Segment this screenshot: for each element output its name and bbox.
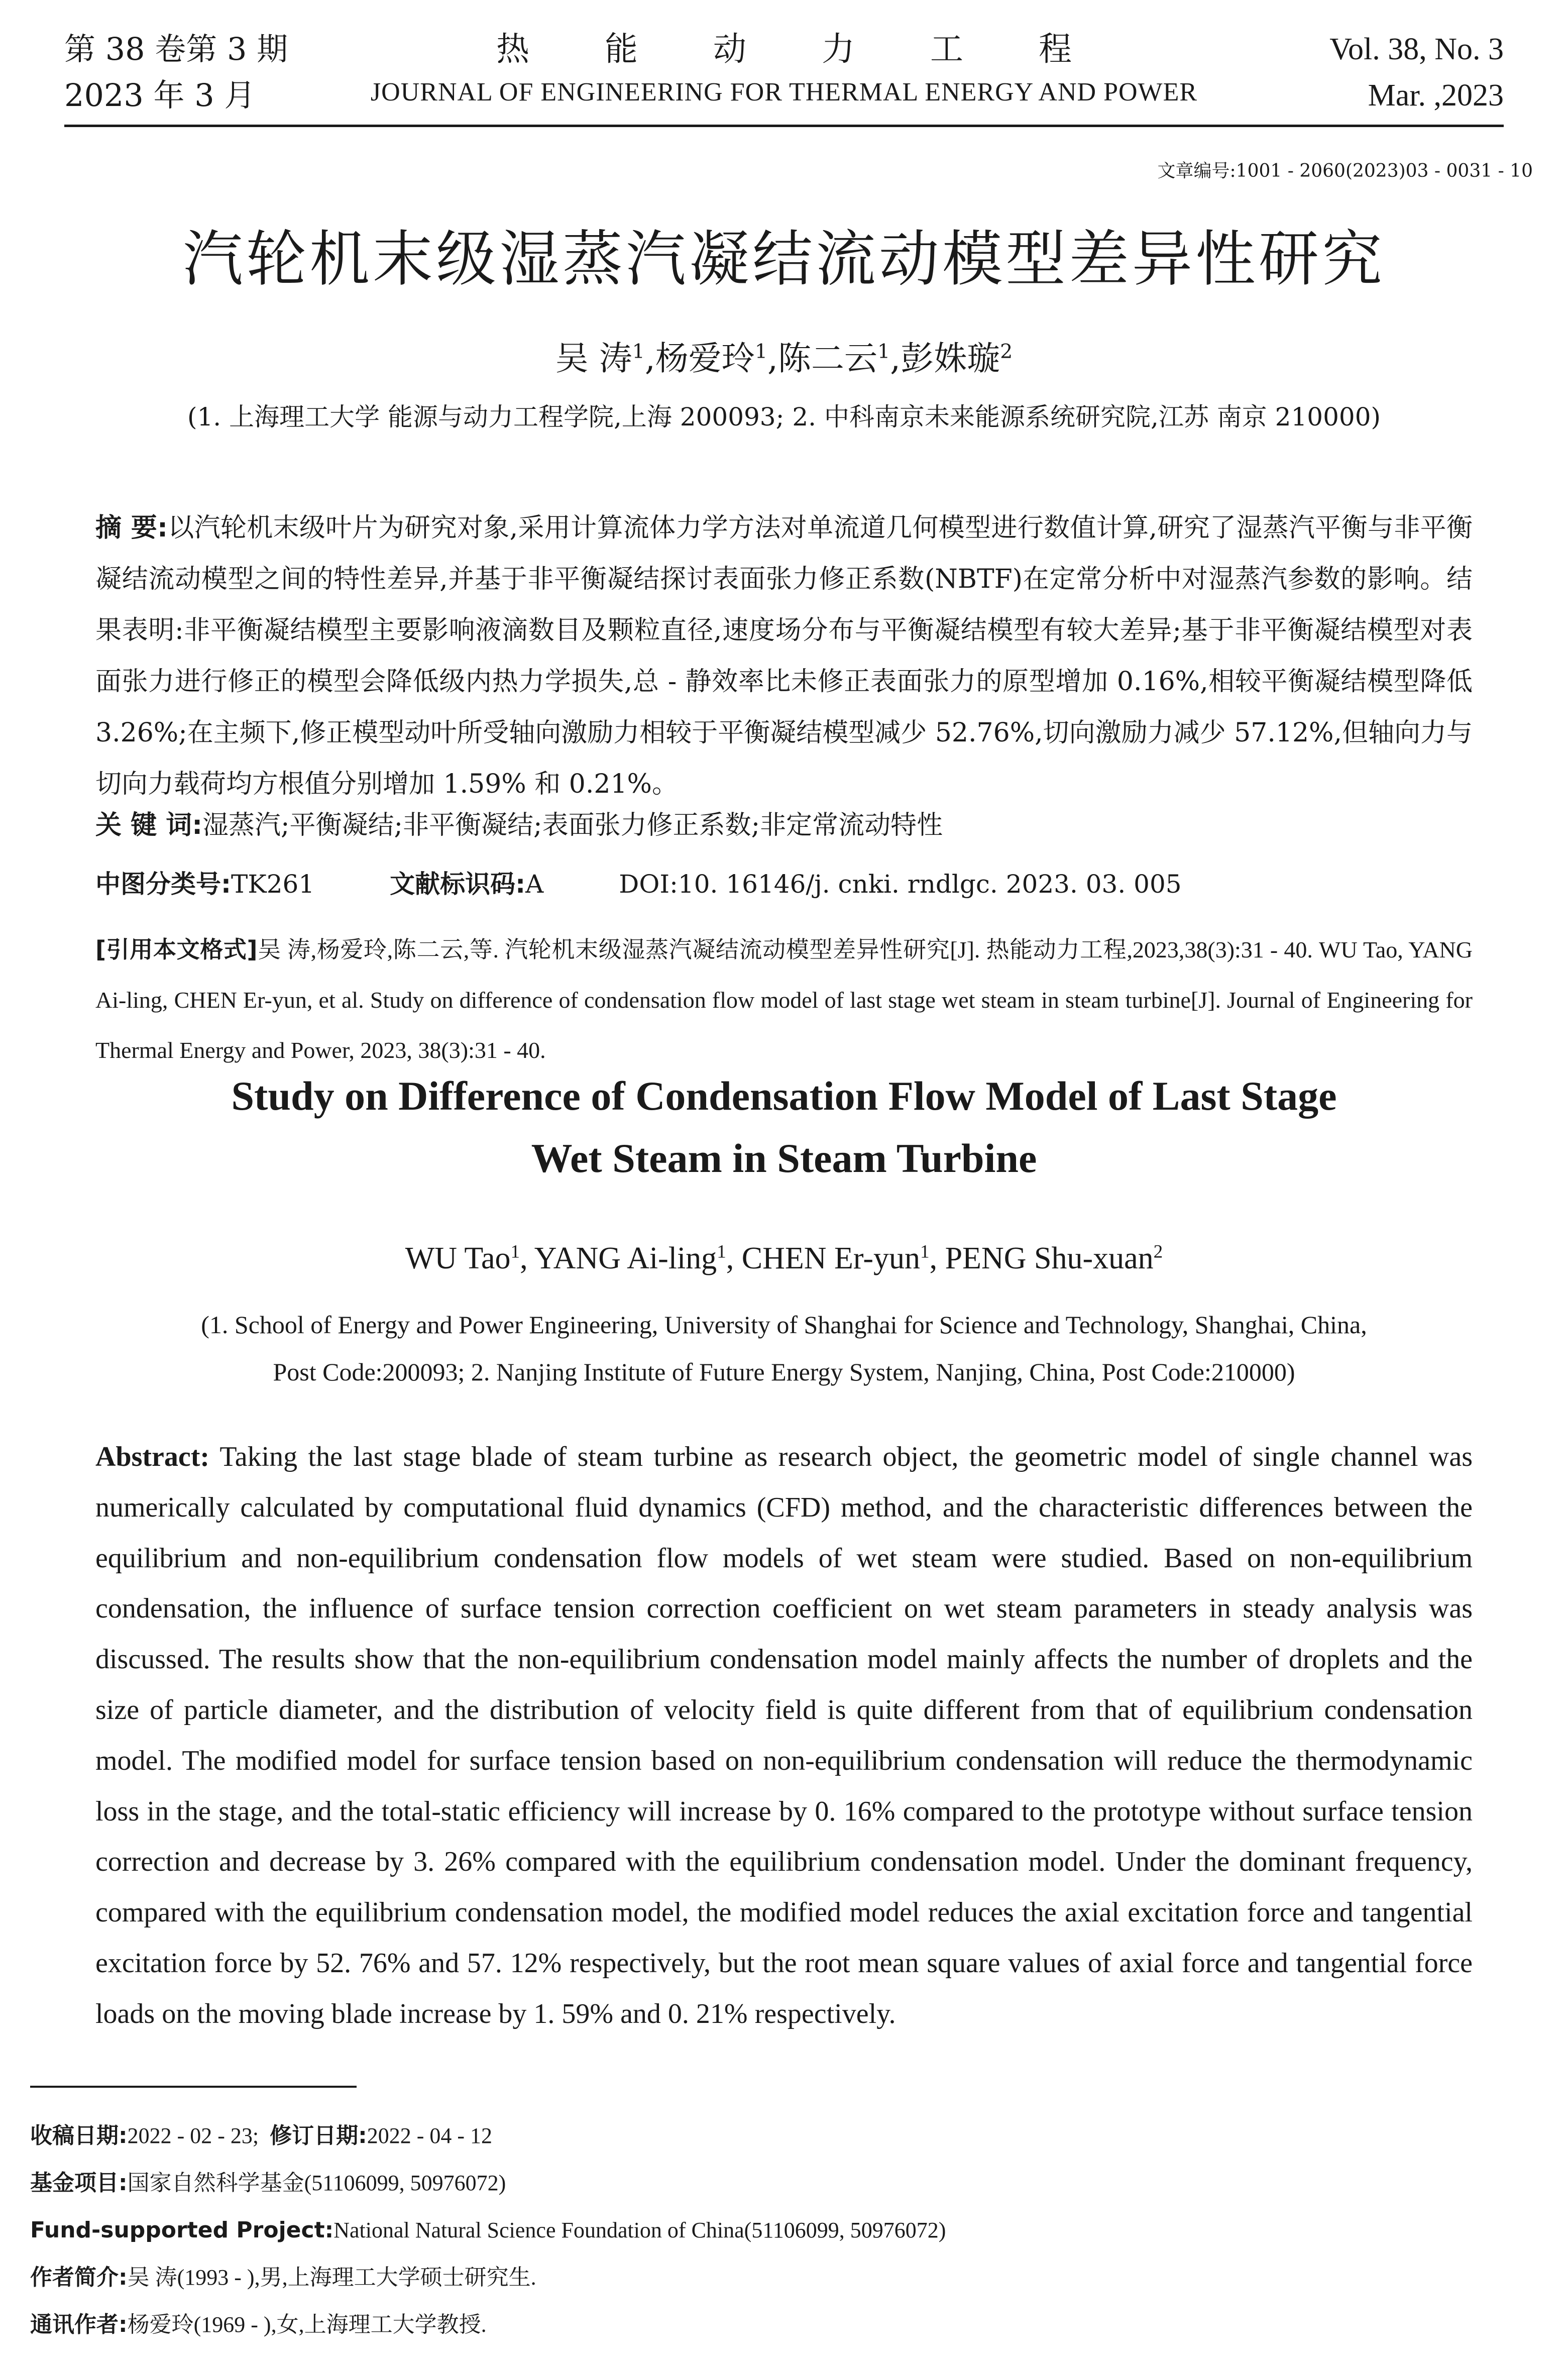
clc-value: TK261 xyxy=(231,870,315,899)
paper-title-en-line1: Study on Difference of Condensation Flow Model of Last Stage xyxy=(231,1073,1337,1119)
abstract-en xyxy=(95,1432,1473,2040)
footnote-author xyxy=(30,2254,946,2301)
abstract-text-en: Taking the last stage blade of steam turbine as research object, the geometric model of single channel was numerically calculated by computational fluid dynamics (CFD) method, and the characteristic differences between the equilibrium and non-equilibrium condensation flow models of wet steam were studied. Based on non-equilibrium condensation, the influence of surface tension correction coefficient on wet steam parameters in steady analysis was discussed. The results show that the non-equilibrium condensation model mainly affects the number of droplets and the size of particle diameter, and the distribution of velocity field is quite different from that of equilibrium condensation model. The modified model for surface tension based on non-equilibrium condensation will reduce the thermodynamic loss in the stage, and the total-static efficiency will increase by 0. 16% compared to the prototype without surface tension correction and decrease by 3. 26% compared with the equilibrium condensation model. Under the dominant frequency, compared with the equilibrium condensation model, the modified model reduces the axial excitation force and tangential excitation force by 52. 76% and 57. 12% respectively, but the root mean square values of axial force and tangential force loads on the moving blade increase by 1. 59% and 0. 21% respectively. xyxy=(95,1441,1473,2029)
received-date: 2022 - 02 - 23; xyxy=(127,2123,259,2148)
affiliation-en-line1: (1. School of Energy and Power Engineering, University of Shanghai for Science and Technology, Shanghai, China, xyxy=(201,1311,1367,1339)
author-affil-mark: 1 xyxy=(754,340,767,363)
author-affil-mark: 2 xyxy=(1000,340,1013,363)
fund-en-label: Fund-supported Project: xyxy=(30,2217,334,2243)
article-number: 文章编号:1001 - 2060(2023)03 - 0031 - 10 xyxy=(1157,161,1533,181)
corresponding-label: 通讯作者: xyxy=(30,2312,128,2337)
issue-info-en xyxy=(1329,26,1504,119)
author-name: 杨爱玲 xyxy=(655,339,755,378)
footnote-corresponding xyxy=(30,2301,946,2348)
author-name: WU Tao xyxy=(405,1241,511,1275)
citation-label: [引用本文格式] xyxy=(95,936,258,963)
date-cn: 2023 年 3 月 xyxy=(64,77,256,114)
author-name: YANG Ai-ling xyxy=(534,1241,717,1275)
journal-name-en: JOURNAL OF ENGINEERING FOR THERMAL ENERGY AND POWER xyxy=(370,78,1198,106)
citation-format xyxy=(95,924,1473,1076)
fund-text: 国家自然科学基金(51106099, 50976072) xyxy=(127,2171,506,2195)
abstract-label-cn: 摘 要: xyxy=(95,513,168,543)
received-label: 收稿日期: xyxy=(30,2123,128,2149)
keywords-cn xyxy=(95,804,1473,841)
footnotes xyxy=(30,2112,946,2348)
doc-code-label: 文献标识码: xyxy=(390,870,526,899)
author-affil-mark: 1 xyxy=(632,340,645,363)
author-list-cn: 吴 涛$^1$,杨爱玲$^1$,陈二云$^1$,彭姝璇$^2$ xyxy=(555,339,1013,378)
author-name: CHEN Er-yun xyxy=(741,1241,920,1275)
paper-title-en-line2: Wet Steam in Steam Turbine xyxy=(531,1135,1037,1181)
doc-code-value: A xyxy=(525,870,544,899)
author-name: 陈二云 xyxy=(777,339,877,378)
author-affil-mark: 2 xyxy=(1153,1241,1163,1262)
author-name: 彭姝璇 xyxy=(901,339,1000,378)
author-name: PENG Shu-xuan xyxy=(945,1241,1154,1275)
volume-en: Vol. 38, No. 3 xyxy=(1329,32,1504,66)
classification-line xyxy=(95,864,1473,900)
keywords-text-cn: 湿蒸汽;平衡凝结;非平衡凝结;表面张力修正系数;非定常流动特性 xyxy=(202,810,943,840)
fund-en-text: National Natural Science Foundation of China(51106099, 50976072) xyxy=(333,2218,946,2242)
paper-title-cn: 汽轮机末级湿蒸汽凝结流动模型差异性研究 xyxy=(183,225,1385,294)
journal-masthead xyxy=(352,26,1216,113)
revised-date: 2022 - 04 - 12 xyxy=(367,2123,493,2148)
doi: DOI:10. 16146/j. cnki. rndlgc. 2023. 03. 005 xyxy=(619,870,1182,899)
journal-name-cn: 热能动力工程 xyxy=(496,30,1147,68)
clc-number xyxy=(95,864,314,900)
fund-label: 基金项目: xyxy=(30,2170,128,2196)
abstract-text-cn: 以汽轮机末级叶片为研究对象,采用计算流体力学方法对单流道几何模型进行数值计算,研究了湿蒸汽平衡与非平衡凝结流动模型之间的特性差异,并基于非平衡凝结探讨表面张力修正系数(NBTF)在定常分析中对湿蒸汽参数的影响。结果表明:非平衡凝结模型主要影响液滴数目及颗粒直径,速度场分布与平衡凝结模型有较大差异;基于非平衡凝结模型对表面张力进行修正的模型会降低级内热力学损失,总 - 静效率比未修正表面张力的原型增加 0.16%,相较平衡凝结模型降低 3.26%;在主频下,修正模型动叶所受轴向激励力相较于平衡凝结模型减少 52.76%,切向激励力减少 57.12%,但轴向力与切向力载荷均方根值分别增加 1.59% 和 0.21%。 xyxy=(95,513,1473,799)
volume-cn: 第 38 卷第 3 期 xyxy=(64,31,288,67)
keywords-label-cn: 关 键 词: xyxy=(95,810,203,840)
author-bio-text: 吴 涛(1993 - ),男,上海理工大学硕士研究生. xyxy=(127,2265,536,2290)
abstract-label-en: Abstract: xyxy=(95,1441,210,1472)
footnote-fund xyxy=(30,2160,946,2207)
citation-text: 吴 涛,杨爱玲,陈二云,等. 汽轮机末级湿蒸汽凝结流动模型差异性研究[J]. 热能动力工程,2023,38(3):31 - 40. WU Tao, YANG Ai-ling, CHEN Er-yun, et al. Study on difference of condensation flow model of last stage wet steam in steam turbine[J]. Journal of Engineering for Thermal Energy and Power, 2023, 38(3):31 - 40. xyxy=(95,937,1473,1063)
document-code xyxy=(390,864,543,900)
clc-label: 中图分类号: xyxy=(95,870,231,899)
corresponding-text: 杨爱玲(1969 - ),女,上海理工大学教授. xyxy=(127,2312,487,2337)
header-divider xyxy=(64,125,1504,127)
author-affil-mark: 1 xyxy=(717,1241,726,1262)
paper-title-en xyxy=(0,1065,1568,1190)
footnote-dates xyxy=(30,2112,946,2160)
author-bio-label: 作者简介: xyxy=(30,2265,128,2290)
footnote-fund-en xyxy=(30,2207,946,2254)
author-affil-mark: 1 xyxy=(510,1241,520,1262)
footnote-divider xyxy=(30,2086,357,2088)
revised-label: 修订日期: xyxy=(270,2123,367,2149)
date-en: Mar. ,2023 xyxy=(1368,78,1504,113)
affiliation-en-line2: Post Code:200093; 2. Nanjing Institute of Future Energy System, Nanjing, China, Post Code:210000) xyxy=(273,1358,1295,1386)
affiliation-en xyxy=(0,1301,1568,1396)
abstract-cn xyxy=(95,502,1473,810)
author-affil-mark: 1 xyxy=(877,340,890,363)
affiliation-cn: (1. 上海理工大学 能源与动力工程学院,上海 200093; 2. 中科南京未来能源系统研究院,江苏 南京 210000) xyxy=(187,402,1381,432)
issue-info-cn xyxy=(64,26,288,119)
author-affil-mark: 1 xyxy=(920,1241,930,1262)
author-name: 吴 涛 xyxy=(555,339,632,378)
author-list-en: WU Tao$^1$, YANG Ai-ling$^1$, CHEN Er-yun$^1$, PENG Shu-xuan$^2$ xyxy=(405,1241,1163,1275)
